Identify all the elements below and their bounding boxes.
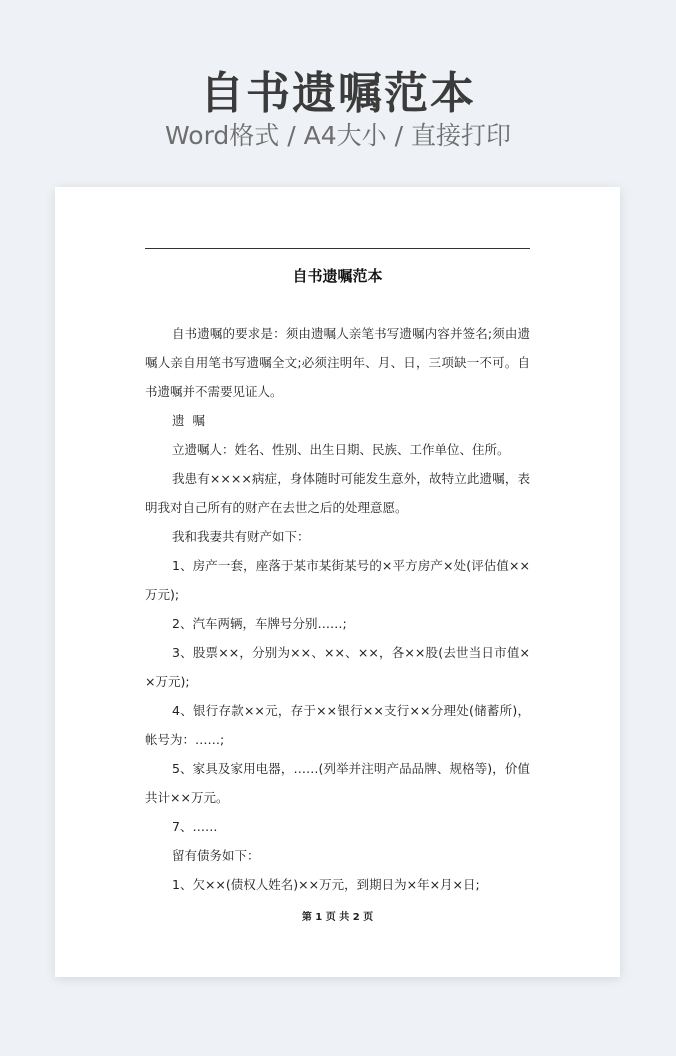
- document-page: [55, 187, 620, 977]
- paragraph: 3、股票××，分别为××、××、××，各××股(去世当日市值××万元);: [145, 645, 530, 689]
- paragraph: 5、家具及家用电器，……(列举并注明产品品牌、规格等)，价值共计××万元。: [145, 761, 530, 805]
- paragraph: 4、银行存款××元，存于××银行××支行××分理处(储蓄所)，帐号为：……;: [145, 703, 530, 747]
- paragraph: 我患有××××病症，身体随时可能发生意外，故特立此遗嘱，表明我对自己所有的财产在去世之后的处理意愿。: [145, 471, 530, 515]
- paragraph: 1、房产一套，座落于某市某街某号的×平方房产×处(评估值××万元);: [145, 558, 530, 602]
- header-rule: [145, 248, 530, 249]
- banner-subtitle: Word格式 / A4大小 / 直接打印: [165, 121, 511, 150]
- page-footer: 第 1 页 共 2 页: [301, 912, 374, 923]
- paragraph: 立遗嘱人：姓名、性别、出生日期、民族、工作单位、住所。: [172, 442, 510, 457]
- paragraph: 遗 嘱: [172, 413, 205, 428]
- paragraph: 7、……: [172, 819, 218, 834]
- document-title: 自书遗嘱范本: [292, 267, 383, 285]
- paragraph: 留有债务如下：: [172, 848, 260, 863]
- paragraph: 1、欠××(债权人姓名)××万元，到期日为×年×月×日;: [172, 877, 480, 892]
- paragraph: 我和我妻共有财产如下：: [172, 529, 310, 544]
- document-body: [145, 319, 530, 899]
- paragraph: 自书遗嘱的要求是：须由遗嘱人亲笔书写遗嘱内容并签名;须由遗嘱人亲自用笔书写遗嘱全文;必须注明年、月、日，三项缺一不可。自书遗嘱并不需要见证人。: [145, 326, 530, 399]
- banner-title: 自书遗嘱范本: [200, 68, 476, 119]
- paragraph: 2、汽车两辆，车牌号分别……;: [172, 616, 347, 631]
